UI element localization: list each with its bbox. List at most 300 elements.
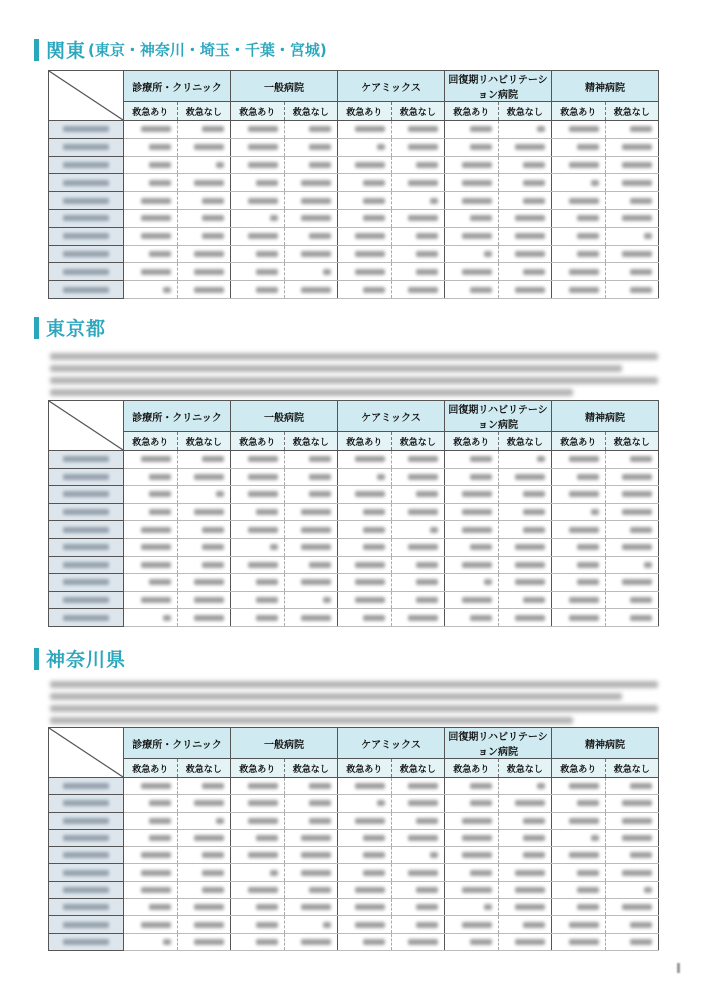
table-cell-blurred	[391, 263, 445, 281]
table-cell-blurred	[391, 933, 445, 950]
table-cell-blurred	[498, 451, 552, 469]
table-cell-blurred	[552, 591, 606, 609]
table-cell-blurred	[552, 486, 606, 504]
table-cell-blurred	[605, 812, 659, 829]
table-cell-blurred	[124, 591, 178, 609]
table-cell-blurred	[284, 609, 338, 627]
table-cell-blurred	[605, 881, 659, 898]
table-cell-blurred	[177, 263, 231, 281]
subheader-emergency-no: 救急なし	[605, 102, 659, 121]
subheader-emergency-no: 救急なし	[605, 759, 659, 778]
table-cell-blurred	[498, 864, 552, 881]
table-cell-blurred	[498, 556, 552, 574]
table-row	[49, 503, 659, 521]
table-cell-blurred	[552, 121, 606, 139]
table-cell-blurred	[124, 795, 178, 812]
table-cell-blurred	[284, 574, 338, 592]
table-cell-blurred	[338, 591, 392, 609]
table-row	[49, 881, 659, 898]
table-cell-blurred	[605, 795, 659, 812]
section-heading-tokyo	[34, 314, 106, 341]
section-paragraph-blurred	[50, 348, 658, 400]
table-cell-blurred	[338, 486, 392, 504]
table-cell-blurred	[391, 591, 445, 609]
table-cell-blurred	[498, 591, 552, 609]
table-cell-blurred	[124, 503, 178, 521]
table-row	[49, 245, 659, 263]
table-cell-blurred	[605, 451, 659, 469]
table-cell-blurred	[338, 521, 392, 539]
table-cell-blurred	[605, 263, 659, 281]
table-cell-blurred	[177, 521, 231, 539]
table-cell-blurred	[284, 503, 338, 521]
table-cell-blurred	[445, 121, 499, 139]
table-cell-blurred	[552, 245, 606, 263]
subheader-emergency-no: 救急なし	[605, 432, 659, 451]
table-cell-blurred	[498, 121, 552, 139]
table-cell-blurred	[391, 778, 445, 795]
table-cell-blurred	[338, 503, 392, 521]
table-cell-blurred	[605, 899, 659, 916]
table-cell-blurred	[338, 209, 392, 227]
table-cell-blurred	[498, 899, 552, 916]
table-row	[49, 227, 659, 245]
table-cell-blurred	[445, 609, 499, 627]
table-cell-blurred	[498, 281, 552, 299]
row-label-blurred	[49, 933, 124, 950]
section-title: 関東	[46, 40, 87, 62]
table-cell-blurred	[445, 192, 499, 210]
table-cell-blurred	[124, 778, 178, 795]
table-cell-blurred	[231, 521, 285, 539]
table-cell-blurred	[338, 174, 392, 192]
table-cell-blurred	[177, 245, 231, 263]
section-heading-kanagawa	[34, 645, 126, 672]
column-group-header: 回復期リハビリテーション病院	[445, 728, 552, 759]
table-cell-blurred	[605, 192, 659, 210]
table-row	[49, 451, 659, 469]
table-cell-blurred	[552, 192, 606, 210]
table-cell-blurred	[338, 609, 392, 627]
subheader-emergency-no: 救急なし	[391, 102, 445, 121]
row-label-blurred	[49, 829, 124, 846]
table-row	[49, 609, 659, 627]
table-cell-blurred	[338, 829, 392, 846]
subheader-emergency-yes: 救急あり	[445, 102, 499, 121]
table-cell-blurred	[552, 451, 606, 469]
table-cell-blurred	[124, 174, 178, 192]
table-cell-blurred	[231, 227, 285, 245]
table-cell-blurred	[605, 521, 659, 539]
table-cell-blurred	[498, 881, 552, 898]
subheader-emergency-no: 救急なし	[498, 759, 552, 778]
table-cell-blurred	[124, 574, 178, 592]
subheader-emergency-no: 救急なし	[177, 432, 231, 451]
table-cell-blurred	[605, 933, 659, 950]
table-cell-blurred	[552, 156, 606, 174]
page-number-blurred	[677, 963, 680, 973]
table-cell-blurred	[124, 468, 178, 486]
table-cell-blurred	[498, 795, 552, 812]
table-cell-blurred	[605, 574, 659, 592]
table-cell-blurred	[231, 574, 285, 592]
table-cell-blurred	[552, 556, 606, 574]
subheader-emergency-yes: 救急あり	[338, 102, 392, 121]
table-cell-blurred	[445, 468, 499, 486]
row-label-blurred	[49, 847, 124, 864]
table-cell-blurred	[552, 468, 606, 486]
row-label-blurred	[49, 227, 124, 245]
table-cell-blurred	[231, 864, 285, 881]
table-cell-blurred	[498, 916, 552, 933]
table-cell-blurred	[284, 812, 338, 829]
table-cell-blurred	[552, 933, 606, 950]
row-label-blurred	[49, 574, 124, 592]
table-corner-cell	[49, 728, 124, 778]
row-label-blurred	[49, 521, 124, 539]
table-cell-blurred	[445, 556, 499, 574]
table-cell-blurred	[231, 209, 285, 227]
table-cell-blurred	[338, 916, 392, 933]
table-row	[49, 916, 659, 933]
table-cell-blurred	[284, 521, 338, 539]
subheader-emergency-yes: 救急あり	[124, 102, 178, 121]
table-row	[49, 263, 659, 281]
row-label-blurred	[49, 174, 124, 192]
table-cell-blurred	[391, 281, 445, 299]
table-cell-blurred	[124, 138, 178, 156]
table-cell-blurred	[124, 847, 178, 864]
column-group-header: 一般病院	[231, 71, 338, 102]
table-cell-blurred	[391, 521, 445, 539]
table-cell-blurred	[231, 263, 285, 281]
table-row	[49, 156, 659, 174]
table-cell-blurred	[338, 574, 392, 592]
table-cell-blurred	[605, 245, 659, 263]
table-cell-blurred	[177, 209, 231, 227]
table-cell-blurred	[605, 864, 659, 881]
table-cell-blurred	[391, 486, 445, 504]
table-cell-blurred	[445, 156, 499, 174]
table-row	[49, 899, 659, 916]
table-cell-blurred	[231, 245, 285, 263]
subheader-emergency-no: 救急なし	[177, 759, 231, 778]
table-cell-blurred	[124, 281, 178, 299]
table-cell-blurred	[177, 227, 231, 245]
table-cell-blurred	[231, 812, 285, 829]
table-cell-blurred	[391, 829, 445, 846]
table-cell-blurred	[605, 209, 659, 227]
table-cell-blurred	[552, 521, 606, 539]
table-cell-blurred	[605, 138, 659, 156]
table-cell-blurred	[391, 451, 445, 469]
table-cell-blurred	[284, 881, 338, 898]
row-label-blurred	[49, 812, 124, 829]
table-cell-blurred	[605, 609, 659, 627]
table-cell-blurred	[498, 574, 552, 592]
table-cell-blurred	[177, 916, 231, 933]
table-cell-blurred	[498, 847, 552, 864]
table-cell-blurred	[338, 933, 392, 950]
table-cell-blurred	[338, 156, 392, 174]
table-cell-blurred	[231, 881, 285, 898]
subheader-emergency-yes: 救急あり	[552, 759, 606, 778]
table-row	[49, 281, 659, 299]
table-cell-blurred	[445, 281, 499, 299]
table-cell-blurred	[338, 881, 392, 898]
table-cell-blurred	[552, 281, 606, 299]
row-label-blurred	[49, 486, 124, 504]
table-cell-blurred	[124, 192, 178, 210]
table-cell-blurred	[338, 192, 392, 210]
table-cell-blurred	[391, 209, 445, 227]
table-cell-blurred	[552, 916, 606, 933]
row-label-blurred	[49, 795, 124, 812]
table-cell-blurred	[284, 538, 338, 556]
table-cell-blurred	[498, 468, 552, 486]
table-cell-blurred	[124, 556, 178, 574]
table-cell-blurred	[552, 864, 606, 881]
table-row	[49, 812, 659, 829]
table-cell-blurred	[284, 795, 338, 812]
table-cell-blurred	[284, 899, 338, 916]
table-row	[49, 138, 659, 156]
table-cell-blurred	[231, 174, 285, 192]
row-label-blurred	[49, 881, 124, 898]
table-cell-blurred	[552, 812, 606, 829]
table-row	[49, 538, 659, 556]
table-row	[49, 468, 659, 486]
table-cell-blurred	[552, 795, 606, 812]
table-cell-blurred	[605, 486, 659, 504]
table-cell-blurred	[124, 209, 178, 227]
table-row	[49, 486, 659, 504]
table-cell-blurred	[231, 121, 285, 139]
table-cell-blurred	[498, 245, 552, 263]
section-title: 神奈川県	[46, 649, 127, 671]
table-row	[49, 795, 659, 812]
table-cell-blurred	[177, 121, 231, 139]
table-cell-blurred	[177, 503, 231, 521]
subheader-emergency-yes: 救急あり	[338, 759, 392, 778]
table-cell-blurred	[605, 227, 659, 245]
column-group-header: 診療所・クリニック	[124, 71, 231, 102]
table-cell-blurred	[231, 156, 285, 174]
table-cell-blurred	[124, 521, 178, 539]
table-cell-blurred	[605, 121, 659, 139]
table-cell-blurred	[498, 503, 552, 521]
table-cell-blurred	[231, 829, 285, 846]
table-kanto	[48, 70, 659, 299]
row-label-blurred	[49, 591, 124, 609]
table-row	[49, 933, 659, 950]
table-cell-blurred	[391, 468, 445, 486]
table-cell-blurred	[284, 916, 338, 933]
table-cell-blurred	[284, 556, 338, 574]
subheader-emergency-yes: 救急あり	[445, 432, 499, 451]
table-cell-blurred	[605, 468, 659, 486]
table-cell-blurred	[284, 227, 338, 245]
table-cell-blurred	[391, 795, 445, 812]
table-cell-blurred	[445, 174, 499, 192]
table-cell-blurred	[231, 138, 285, 156]
table-cell-blurred	[284, 281, 338, 299]
table-cell-blurred	[338, 468, 392, 486]
table-cell-blurred	[177, 192, 231, 210]
table-cell-blurred	[338, 121, 392, 139]
table-cell-blurred	[177, 609, 231, 627]
table-cell-blurred	[445, 881, 499, 898]
table-cell-blurred	[231, 468, 285, 486]
row-label-blurred	[49, 609, 124, 627]
table-cell-blurred	[231, 609, 285, 627]
column-group-header: 精神病院	[552, 728, 659, 759]
table-cell-blurred	[391, 556, 445, 574]
table-corner-cell	[49, 401, 124, 451]
table-cell-blurred	[177, 778, 231, 795]
table-cell-blurred	[338, 795, 392, 812]
table-cell-blurred	[552, 881, 606, 898]
table-cell-blurred	[177, 174, 231, 192]
table-cell-blurred	[124, 609, 178, 627]
table-cell-blurred	[124, 451, 178, 469]
table-cell-blurred	[231, 795, 285, 812]
subheader-emergency-yes: 救急あり	[124, 432, 178, 451]
table-corner-cell	[49, 71, 124, 121]
table-cell-blurred	[445, 503, 499, 521]
table-row	[49, 778, 659, 795]
table-cell-blurred	[124, 829, 178, 846]
table-cell-blurred	[391, 899, 445, 916]
column-group-header: ケアミックス	[338, 401, 445, 432]
table-cell-blurred	[498, 521, 552, 539]
table-cell-blurred	[284, 468, 338, 486]
subheader-emergency-yes: 救急あり	[552, 432, 606, 451]
subheader-emergency-no: 救急なし	[391, 432, 445, 451]
subheader-emergency-no: 救急なし	[498, 102, 552, 121]
table-cell-blurred	[231, 591, 285, 609]
table-cell-blurred	[605, 281, 659, 299]
table-row	[49, 864, 659, 881]
subheader-emergency-yes: 救急あり	[231, 102, 285, 121]
table-cell-blurred	[445, 847, 499, 864]
table-cell-blurred	[284, 138, 338, 156]
column-group-header: 診療所・クリニック	[124, 401, 231, 432]
table-cell-blurred	[391, 503, 445, 521]
table-cell-blurred	[445, 538, 499, 556]
table-cell-blurred	[498, 174, 552, 192]
column-group-header: 精神病院	[552, 401, 659, 432]
table-cell-blurred	[177, 591, 231, 609]
table-cell-blurred	[231, 556, 285, 574]
table-cell-blurred	[391, 881, 445, 898]
table-cell-blurred	[124, 881, 178, 898]
table-cell-blurred	[445, 486, 499, 504]
subheader-emergency-no: 救急なし	[284, 759, 338, 778]
table-cell-blurred	[605, 591, 659, 609]
table-row	[49, 829, 659, 846]
row-label-blurred	[49, 864, 124, 881]
section-paragraph-blurred	[50, 676, 658, 728]
column-group-header: 回復期リハビリテーション病院	[445, 401, 552, 432]
row-label-blurred	[49, 156, 124, 174]
table-cell-blurred	[552, 174, 606, 192]
row-label-blurred	[49, 281, 124, 299]
table-cell-blurred	[338, 812, 392, 829]
section-heading-kanto	[34, 36, 327, 63]
table-cell-blurred	[445, 778, 499, 795]
row-label-blurred	[49, 556, 124, 574]
table-cell-blurred	[445, 829, 499, 846]
table-cell-blurred	[391, 916, 445, 933]
table-row	[49, 174, 659, 192]
table-kanagawa	[48, 727, 659, 951]
table-row	[49, 847, 659, 864]
column-group-header: ケアミックス	[338, 728, 445, 759]
table-cell-blurred	[177, 138, 231, 156]
subheader-emergency-yes: 救急あり	[231, 432, 285, 451]
table-cell-blurred	[177, 281, 231, 299]
table-cell-blurred	[338, 556, 392, 574]
table-tokyo	[48, 400, 659, 627]
table-cell-blurred	[231, 847, 285, 864]
table-cell-blurred	[552, 899, 606, 916]
table-cell-blurred	[498, 829, 552, 846]
table-cell-blurred	[391, 174, 445, 192]
table-cell-blurred	[284, 933, 338, 950]
table-cell-blurred	[231, 486, 285, 504]
table-cell-blurred	[231, 933, 285, 950]
table-cell-blurred	[338, 281, 392, 299]
table-row	[49, 521, 659, 539]
table-cell-blurred	[284, 263, 338, 281]
row-label-blurred	[49, 899, 124, 916]
column-group-header: 回復期リハビリテーション病院	[445, 71, 552, 102]
subheader-emergency-no: 救急なし	[498, 432, 552, 451]
row-label-blurred	[49, 138, 124, 156]
table-cell-blurred	[552, 609, 606, 627]
table-cell-blurred	[231, 916, 285, 933]
table-cell-blurred	[338, 899, 392, 916]
table-row	[49, 192, 659, 210]
table-row	[49, 574, 659, 592]
table-cell-blurred	[605, 847, 659, 864]
table-cell-blurred	[284, 192, 338, 210]
table-cell-blurred	[124, 245, 178, 263]
table-cell-blurred	[498, 778, 552, 795]
table-cell-blurred	[124, 916, 178, 933]
section-title: 東京都	[46, 318, 107, 340]
table-cell-blurred	[605, 916, 659, 933]
table-cell-blurred	[605, 778, 659, 795]
table-cell-blurred	[391, 227, 445, 245]
table-cell-blurred	[231, 451, 285, 469]
table-cell-blurred	[445, 899, 499, 916]
table-cell-blurred	[338, 263, 392, 281]
table-cell-blurred	[177, 574, 231, 592]
table-cell-blurred	[338, 778, 392, 795]
table-cell-blurred	[391, 156, 445, 174]
table-cell-blurred	[445, 574, 499, 592]
row-label-blurred	[49, 916, 124, 933]
table-cell-blurred	[124, 486, 178, 504]
table-cell-blurred	[498, 156, 552, 174]
subheader-emergency-no: 救急なし	[284, 102, 338, 121]
table-cell-blurred	[338, 227, 392, 245]
row-label-blurred	[49, 503, 124, 521]
table-cell-blurred	[284, 174, 338, 192]
table-cell-blurred	[231, 778, 285, 795]
